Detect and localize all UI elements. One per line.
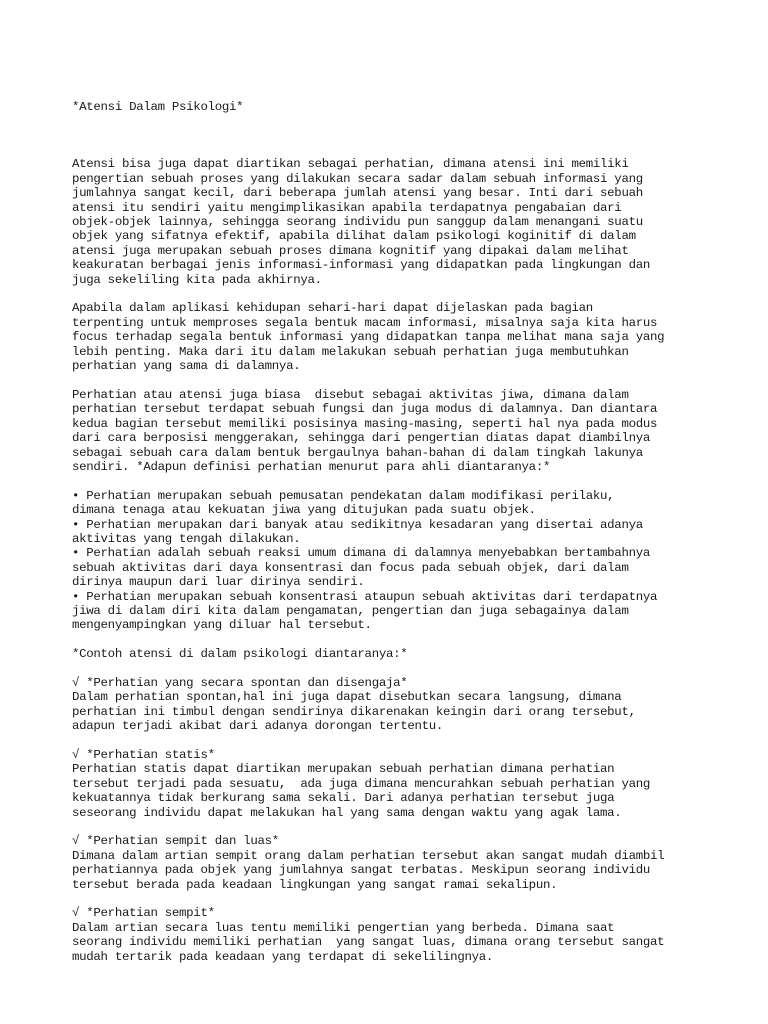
paragraph — [72, 906, 732, 964]
text-line: dirinya maupun dari luar dirinya sendiri. — [72, 575, 365, 590]
text-line: seorang individu memiliki perhatian yang sangat luas, dimana orang tersebut sangat — [72, 935, 665, 950]
text-line: focus terhadap segala bentuk informasi yang didapatkan tanpa melihat mana saja yang — [72, 330, 665, 345]
text-line: dari cara berposisi menggerakan, sehingga dari pengertian diatas dapat diambilnya — [72, 431, 650, 446]
text-line: Perhatian atau atensi juga biasa disebut sebagai aktivitas jiwa, dimana dalam — [72, 387, 629, 402]
text-line: sebagai sebuah cara dalam bentuk bergaulnya bahan-bahan di dalam tingkah lakunya — [72, 445, 643, 460]
text-line: √ *Perhatian statis* — [72, 747, 215, 762]
text-line: seseorang individu dapat melakukan hal yang sama dengan waktu yang agak lama. — [72, 805, 622, 820]
text-line: juga sekeliling kita pada akhirnya. — [72, 272, 322, 287]
text-line: atensi itu sendiri yaitu mengimplikasikan apabila terdapatnya pengabaian dari — [72, 200, 622, 215]
text-line: dimana tenaga atau kekuatan jiwa yang ditujukan pada suatu objek. — [72, 503, 536, 518]
text-line: aktivitas yang tengah dilakukan. — [72, 531, 301, 546]
text-line: √ *Perhatian sempit* — [72, 906, 215, 921]
paragraph — [72, 647, 732, 661]
document-title-text: *Atensi Dalam Psikologi* — [72, 99, 244, 114]
text-line: sendiri. *Adapun definisi perhatian menurut para ahli diantaranya:* — [72, 459, 551, 474]
text-line: lebih penting. Maka dari itu dalam melakukan sebuah perhatian juga membutuhkan — [72, 344, 629, 359]
text-line: Dalam artian secara luas tentu memiliki pengertian yang berbeda. Dimana saat — [72, 920, 615, 935]
paragraph — [72, 748, 732, 820]
text-line: • Perhatian adalah sebuah reaksi umum dimana di dalamnya menyebabkan bertambahnya — [72, 546, 650, 561]
text-line: √ *Perhatian yang secara spontan dan disengaja* — [72, 675, 408, 690]
document-page — [72, 71, 732, 978]
text-line: perhatian yang sama di dalamnya. — [72, 359, 301, 374]
text-line: jiwa di dalam diri kita dalam pengamatan, pengertian dan juga sebagainya dalam — [72, 603, 629, 618]
text-line: tersebut terjadi pada sesuatu, ada juga dimana mencurahkan sebuah perhatian yang — [72, 776, 650, 791]
text-line: Dalam perhatian spontan,hal ini juga dapat disebutkan secara langsung, dimana — [72, 690, 622, 705]
text-line: pengertian sebuah proses yang dilakukan secara sadar dalam sebuah informasi yang — [72, 171, 643, 186]
document-title — [72, 71, 732, 143]
text-line: kedua bagian tersebut memiliki posisinya masing-masing, seperti hal nya pada modus — [72, 416, 658, 431]
text-line: mengenyampingkan yang diluar hal tersebut. — [72, 618, 372, 633]
text-line: √ *Perhatian sempit dan luas* — [72, 834, 279, 849]
text-line: Perhatian statis dapat diartikan merupakan sebuah perhatian dimana perhatian — [72, 762, 615, 777]
text-line: atensi juga merupakan sebuah proses dimana kognitif yang dipakai dalam melihat — [72, 243, 629, 258]
text-line: adapun terjadi akibat dari adanya dorongan tertentu. — [72, 719, 444, 734]
paragraph — [72, 301, 732, 373]
text-line: perhatiannya pada objek yang jumlahnya sangat terbatas. Meskipun seorang individu — [72, 863, 650, 878]
text-line: terpenting untuk memproses segala bentuk macam informasi, misalnya saja kita harus — [72, 315, 658, 330]
text-line: jumlahnya sangat kecil, dari beberapa jumlah atensi yang besar. Inti dari sebuah — [72, 186, 643, 201]
text-line: Dimana dalam artian sempit orang dalam perhatian tersebut akan sangat mudah diambil — [72, 848, 665, 863]
text-line: • Perhatian merupakan dari banyak atau sedikitnya kesadaran yang disertai adanya — [72, 517, 643, 532]
text-line: • Perhatian merupakan sebuah konsentrasi ataupun sebuah aktivitas dari terdapatnya — [72, 589, 658, 604]
paragraph — [72, 489, 732, 633]
text-line: • Perhatian merupakan sebuah pemusatan pendekatan dalam modifikasi perilaku, — [72, 488, 615, 503]
text-line: Atensi bisa juga dapat diartikan sebagai perhatian, dimana atensi ini memiliki — [72, 157, 629, 172]
text-line: perhatian tersebut terdapat sebuah fungsi dan juga modus di dalamnya. Dan diantara — [72, 402, 658, 417]
paragraph — [72, 157, 732, 287]
text-line: keakuratan berbagai jenis informasi-informasi yang didapatkan pada lingkungan dan — [72, 258, 650, 273]
text-line: Apabila dalam aplikasi kehidupan sehari-hari dapat dijelaskan pada bagian — [72, 301, 593, 316]
paragraph — [72, 676, 732, 734]
text-line: tersebut berada pada keadaan lingkungan yang sangat ramai sekalipun. — [72, 877, 558, 892]
text-line: objek yang sifatnya efektif, apabila dilihat dalam psikologi koginitif di dalam — [72, 229, 636, 244]
text-line: objek-objek lainnya, sehingga seorang individu pun sanggup dalam menangani suatu — [72, 215, 643, 230]
text-line: perhatian ini timbul dengan sendirinya dikarenakan keingin dari orang tersebut, — [72, 704, 636, 719]
paragraph — [72, 834, 732, 892]
text-line: sebuah aktivitas dari daya konsentrasi dan focus pada sebuah objek, dari dalam — [72, 560, 629, 575]
text-line: mudah tertarik pada keadaan yang terdapat di sekelilingnya. — [72, 949, 494, 964]
document-body — [72, 157, 732, 964]
text-line: kekuatannya tidak berkurang sama sekali. Dari adanya perhatian tersebut juga — [72, 791, 615, 806]
paragraph — [72, 388, 732, 474]
text-line: *Contoh atensi di dalam psikologi diantaranya:* — [72, 647, 408, 662]
